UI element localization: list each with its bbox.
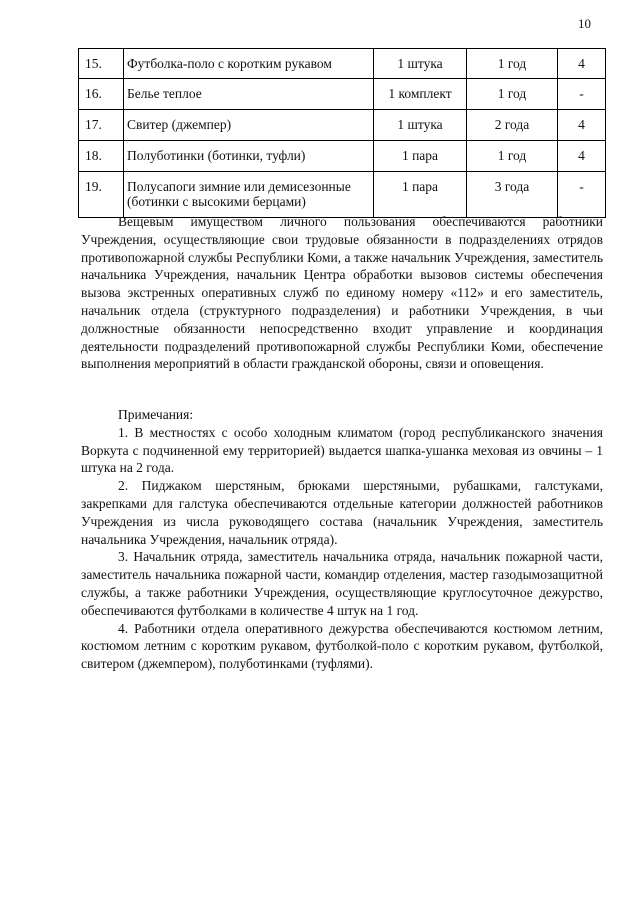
item-wear-period: 2 года [467,110,558,141]
item-wear-period: 1 год [467,49,558,79]
item-quantity: 1 штука [374,110,467,141]
item-count: - [558,79,606,110]
row-number: 17. [79,110,124,141]
page-number: 10 [578,16,591,31]
clothing-items-table [78,48,606,218]
row-number: 16. [79,79,124,110]
intro-paragraph: Вещевым имуществом личного пользования обеспечиваются работники Учреждения, осуществляющие свои трудовые обязанности в подразделениях отрядов противопожарной службы Республики Коми, а также начальник Учреждения, заместитель начальника Учреждения, начальник Центра обработки вызовов системы обеспечения вызова экстренных оперативных служб по единому номеру «112» и его заместитель, начальник отдела (структурного подразделения) и работники Учреждения, в чьи должностные обязанности непосредственно входит управление и координация деятельности подразделений противопожарной службы Республики Коми, обеспечение выполнения мероприятий в области гражданской обороны, связи и оповещения. [81,214,603,372]
item-name: Полуботинки (ботинки, туфли) [124,141,374,172]
table-row [79,79,606,110]
table-row [79,49,606,79]
item-count: - [558,172,606,218]
item-wear-period: 1 год [467,141,558,172]
item-count: 4 [558,110,606,141]
table-row [79,141,606,172]
item-quantity: 1 пара [374,141,467,172]
item-quantity: 1 пара [374,172,467,218]
notes-section [81,406,603,673]
intro-section [81,213,603,373]
item-name: Полусапоги зимние или демисезонные (ботинки с высокими берцами) [124,172,374,218]
note-item: 4. Работники отдела оперативного дежурства обеспечиваются костюмом летним, костюмом летним с коротким рукавом, футболкой-поло с коротким рукавом, футболкой, свитером (джемпером), полуботинками (туфлями). [81,620,603,672]
row-number: 18. [79,141,124,172]
item-quantity: 1 штука [374,49,467,79]
item-name: Футболка-поло с коротким рукавом [124,49,374,79]
table-row [79,172,606,218]
row-number: 19. [79,172,124,218]
item-name: Свитер (джемпер) [124,110,374,141]
table-row [79,110,606,141]
note-item: 1. В местностях с особо холодным климатом (город республиканского значения Воркута с подчиненной ему территорией) выдается шапка-ушанка меховая из овчины – 1 штука на 2 года. [81,424,603,476]
item-count: 4 [558,49,606,79]
item-name: Белье теплое [124,79,374,110]
note-item: 3. Начальник отряда, заместитель начальника отряда, начальник пожарной части, заместитель начальника пожарной части, командир отделения, мастер газодымозащитной службы, а также работники Учреждения, осуществляющие круглосуточное дежурство, обеспечиваются футболками в количестве 4 штук на 1 год. [81,549,603,618]
notes-heading: Примечания: [118,407,194,422]
note-item: 2. Пиджаком шерстяным, брюками шерстяными, рубашками, галстуками, закрепками для галстука обеспечиваются отдельные категории должностей работников Учреждения из числа руководящего состава (начальник Учреждения, заместитель начальника Учреждения, начальник отряда). [81,478,603,547]
item-wear-period: 3 года [467,172,558,218]
item-wear-period: 1 год [467,79,558,110]
item-count: 4 [558,141,606,172]
row-number: 15. [79,49,124,79]
item-quantity: 1 комплект [374,79,467,110]
